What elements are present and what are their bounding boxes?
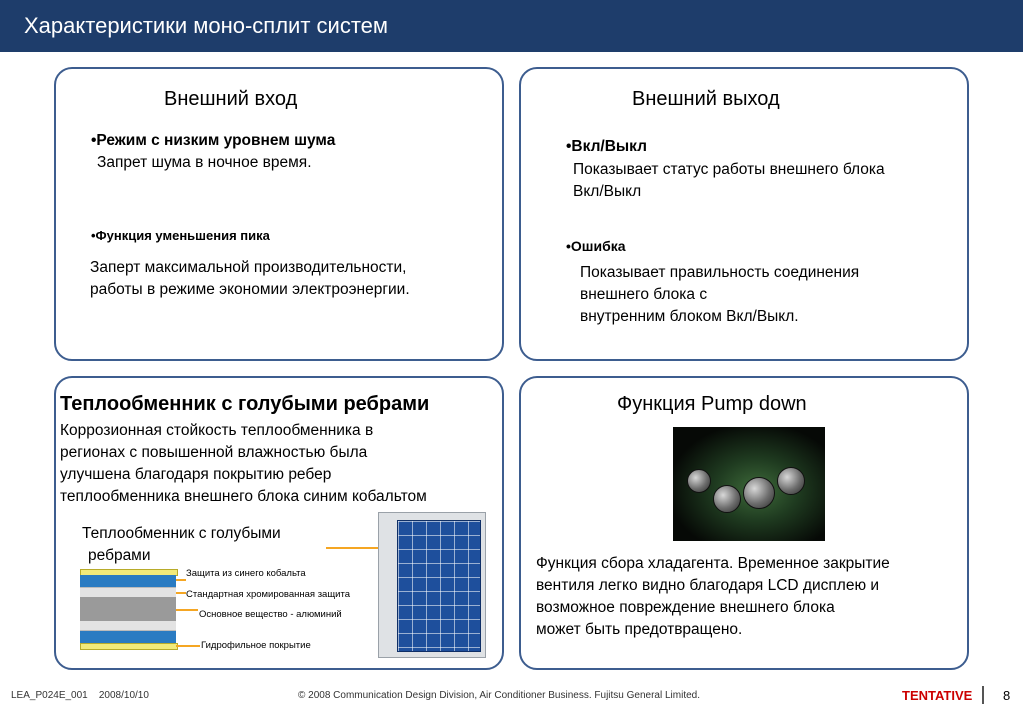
- heat-exchanger-text-1: Коррозионная стойкость теплообменника в: [60, 422, 374, 439]
- hydrophilic-layer-label: Гидрофильное покрытие: [201, 640, 311, 651]
- error-label: •Ошибка: [566, 238, 626, 254]
- external-input-title: Внешний вход: [164, 88, 298, 110]
- heat-exchanger-text-3: улучшена благодаря покрытию ребер: [60, 466, 332, 483]
- heat-exchanger-title: Теплообменник с голубыми ребрами: [60, 393, 430, 415]
- aluminium-layer-label: Основное вещество - алюминий: [199, 609, 342, 620]
- error-text-3: внутренним блоком Вкл/Выкл.: [580, 308, 799, 325]
- copyright-text: © 2008 Communication Design Division, Air Conditioner Business. Fujitsu General Limited.: [298, 690, 700, 701]
- title-bar: [0, 0, 1023, 52]
- hydrophilic-leader: [176, 645, 200, 647]
- hydrophilic-layer-bottom: [80, 643, 178, 650]
- valve-knob: [713, 485, 741, 513]
- cobalt-layer-label: Защита из синего кобальта: [186, 568, 306, 579]
- cobalt-leader: [176, 579, 186, 581]
- blue-fin-heat-exchanger-image: [397, 520, 481, 652]
- chrome-layer-bottom: [80, 621, 176, 631]
- low-noise-mode-text: Запрет шума в ночное время.: [97, 154, 312, 171]
- diagram-title-1: Теплообменник с голубыми: [82, 525, 281, 542]
- heat-exchanger-text-2: регионах с повышенной влажностью была: [60, 444, 368, 461]
- error-text-2: внешнего блока с: [580, 286, 708, 303]
- error-text-1: Показывает правильность соединения: [580, 264, 860, 281]
- on-off-text-1: Показывает статус работы внешнего блока: [573, 161, 885, 178]
- diagram-title-2: ребрами: [88, 547, 151, 564]
- valve-knob: [743, 477, 775, 509]
- cobalt-layer-bottom: [80, 631, 176, 643]
- on-off-text-2: Вкл/Выкл: [573, 183, 642, 200]
- pump-down-text-3: возможное повреждение внешнего блока: [536, 599, 835, 616]
- footer-doc-info: [11, 690, 149, 701]
- slide-title: Характеристики моно-сплит систем: [24, 13, 389, 38]
- chrome-layer-top: [80, 587, 176, 597]
- peak-reduction-text-1: Заперт максимальной производительности,: [90, 259, 407, 276]
- heat-exchanger-text-4: теплообменника внешнего блока синим кобальтом: [60, 488, 427, 505]
- aluminium-layer: [80, 597, 176, 621]
- on-off-label: •Вкл/Выкл: [566, 138, 647, 155]
- pump-down-title: Функция Pump down: [617, 393, 807, 415]
- aluminium-leader: [176, 609, 198, 611]
- tentative-status: TENTATIVE: [902, 688, 973, 703]
- peak-reduction-label: •Функция уменьшения пика: [91, 228, 270, 243]
- doc-id: LEA_P024E_001: [11, 690, 88, 701]
- pump-down-text-4: может быть предотвращено.: [536, 621, 743, 638]
- chrome-layer-label: Стандартная хромированная защита: [186, 589, 350, 600]
- peak-reduction-text-2: работы в режиме экономии электроэнергии.: [90, 281, 410, 298]
- low-noise-mode-label: •Режим с низким уровнем шума: [91, 132, 336, 149]
- footer-divider: [982, 686, 984, 704]
- chrome-leader: [176, 592, 186, 594]
- valve-knob: [777, 467, 805, 495]
- cobalt-layer-top: [80, 575, 176, 587]
- pump-down-text-2: вентиля легко видно благодаря LCD дисплею и: [536, 577, 880, 594]
- doc-date: 2008/10/10: [98, 690, 149, 701]
- pump-down-valve-photo: [673, 427, 825, 541]
- pump-down-text-1: Функция сбора хладагента. Временное закрытие: [536, 555, 890, 572]
- valve-knob: [687, 469, 711, 493]
- page-number: 8: [1003, 688, 1011, 703]
- external-output-title: Внешний выход: [632, 88, 780, 110]
- external-input-panel: [54, 67, 504, 361]
